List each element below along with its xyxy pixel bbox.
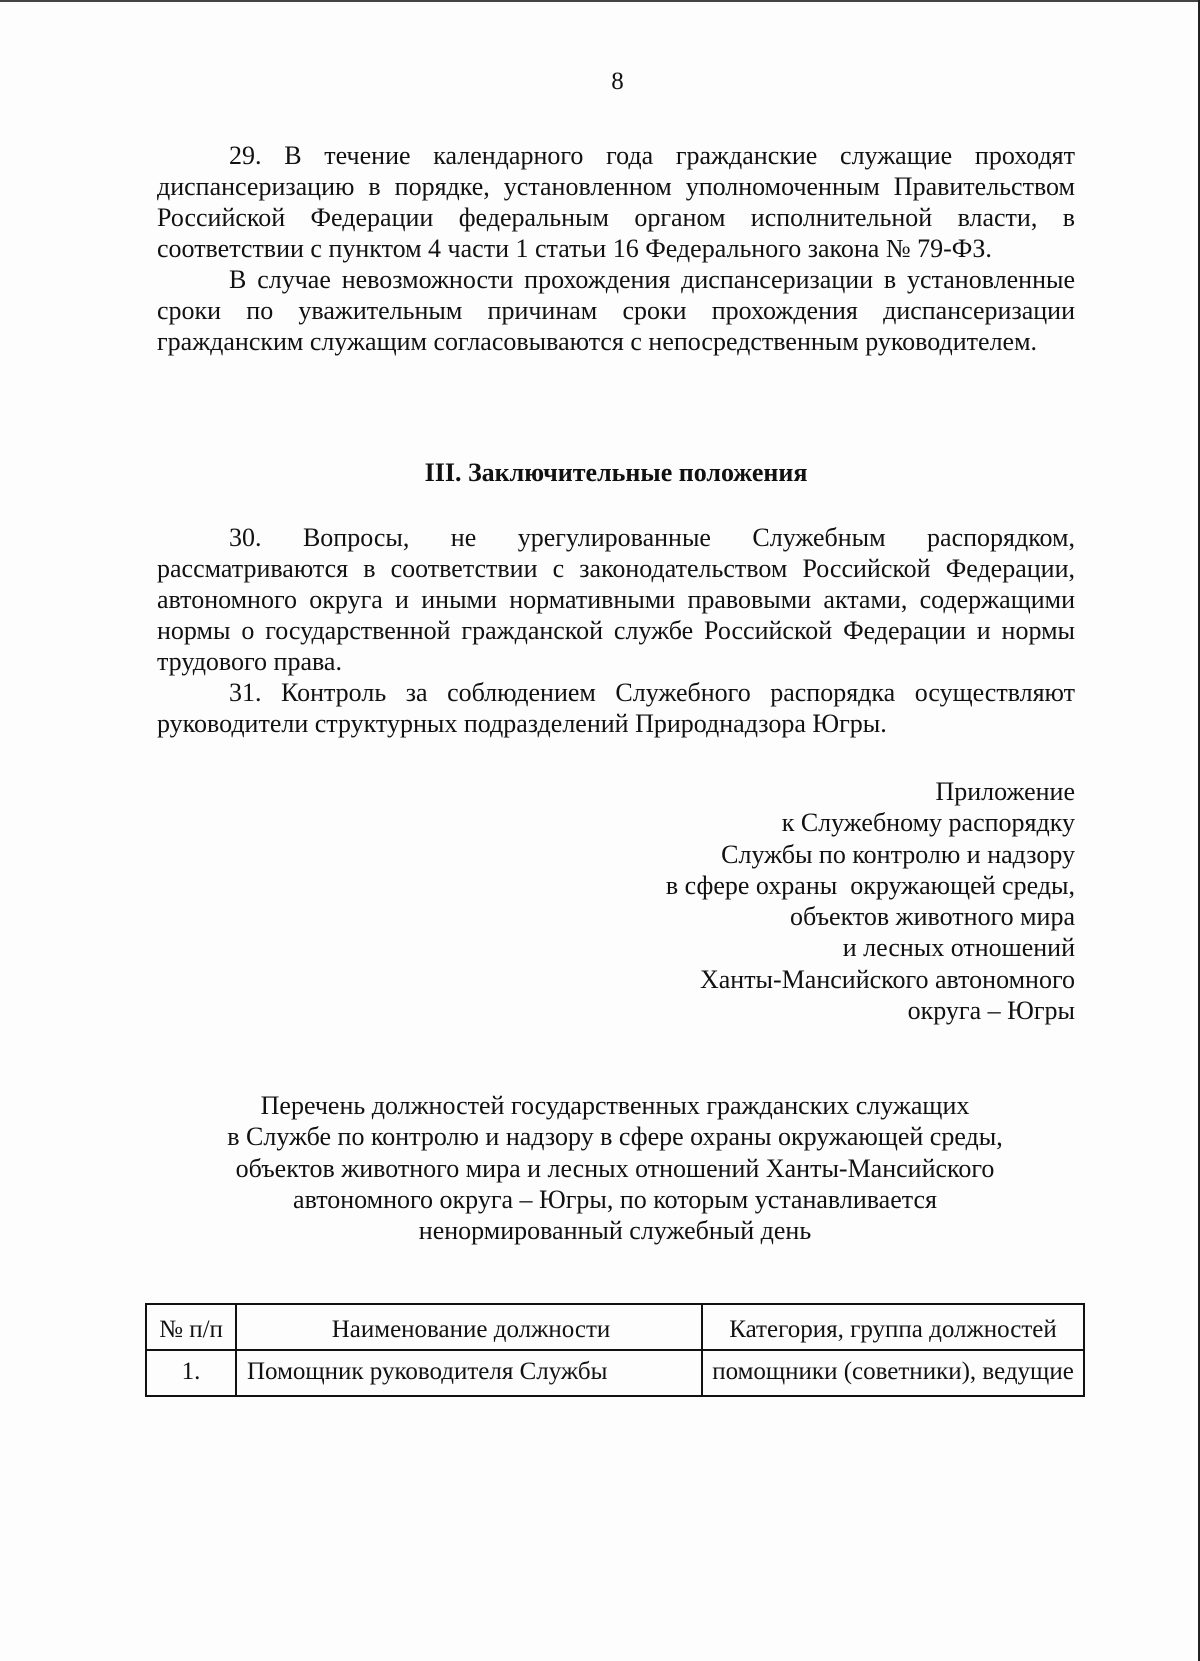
body-text-final <box>157 522 1075 739</box>
list-title-line: Перечень должностей государственных гражданских служащих <box>260 1091 970 1120</box>
appendix-line: в сфере охраны окружающей среды, <box>665 870 1075 900</box>
appendix-note <box>666 776 1075 1026</box>
list-title-line: объектов животного мира и лесных отношений Ханты-Мансийского <box>235 1153 995 1183</box>
scan-edge-top <box>0 0 1200 2</box>
section-heading: III. Заключительные положения <box>424 458 808 487</box>
appendix-line: Службы по контролю и надзору <box>721 839 1075 869</box>
page-number: 8 <box>611 68 624 95</box>
row-position-name: Помощник руководителя Службы <box>236 1350 702 1396</box>
paragraph-31: 31. Контроль за соблюдением Служебного распорядка осуществляют руководители структурных подразделений Природнадзора Югры. <box>157 678 1075 738</box>
body-text-top <box>157 140 1075 357</box>
list-title <box>140 1090 1090 1246</box>
paragraph-30: 30. Вопросы, не урегулированные Служебным распорядком, рассматриваются в соответствии с законодательством Российской Федерации, автономного округа и иными нормативными правовыми актами, содержащими нормы о государственной гражданской службе Российской Федерации и нормы трудового права. <box>157 523 1075 676</box>
list-title-line: ненормированный служебный день <box>418 1216 812 1246</box>
table-header-row <box>146 1304 1084 1350</box>
paragraph-29: 29. В течение календарного года гражданские служащие проходят диспансеризацию в порядке, установленном уполномоченным Правительством Российской Федерации федеральным органом исполнительной власти, в соответствии с пунктом 4 части 1 статьи 16 Федерального закона № 79-ФЗ. <box>157 141 1075 263</box>
header-position-name: Наименование должности <box>236 1304 702 1350</box>
header-number: № п/п <box>146 1304 236 1350</box>
list-title-line: в Службе по контролю и надзору в сфере охраны окружающей среды, <box>227 1122 1003 1152</box>
paragraph-29-continued: В случае невозможности прохождения диспансеризации в установленные сроки по уважительным причинам сроки прохождения диспансеризации гражданским служащим согласовываются с непосредственным руководителем. <box>157 265 1075 356</box>
list-title-line: автономного округа – Югры, по которым устанавливается <box>293 1184 937 1214</box>
appendix-line: к Служебному распорядку <box>781 808 1075 838</box>
appendix-line: Ханты-Мансийского автономного <box>699 964 1075 994</box>
header-category: Категория, группа должностей <box>702 1304 1084 1350</box>
appendix-line: округа – Югры <box>907 996 1075 1026</box>
row-number: 1. <box>146 1350 236 1396</box>
appendix-line: Приложение <box>935 777 1075 806</box>
positions-table <box>145 1303 1085 1397</box>
row-category: помощники (советники), ведущие <box>702 1350 1084 1396</box>
appendix-line: объектов животного мира <box>790 902 1075 932</box>
table-row <box>146 1350 1084 1396</box>
appendix-line: и лесных отношений <box>842 933 1075 963</box>
